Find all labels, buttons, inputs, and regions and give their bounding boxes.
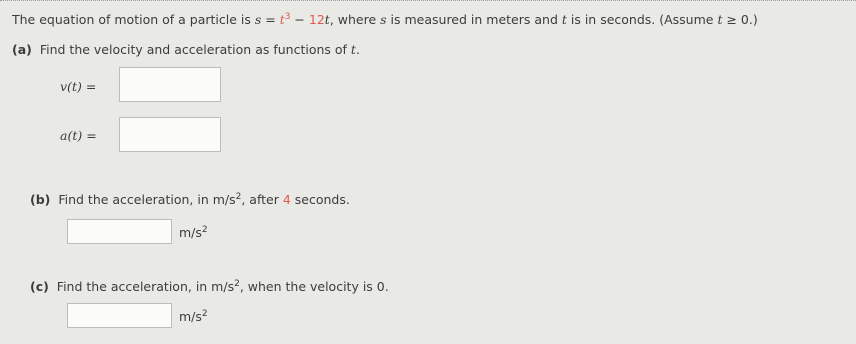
part-b-exp: 2 — [235, 191, 242, 202]
part-b-seconds-value: 4 — [282, 192, 291, 207]
part-c-label: (c) — [30, 279, 49, 294]
acceleration-answer-input[interactable] — [119, 117, 221, 152]
assume-t: t — [717, 12, 723, 27]
part-b-unit-exp: 2 — [201, 224, 208, 235]
part-b-text: Find the acceleration, in m/s — [58, 192, 236, 207]
var-s: s — [380, 12, 387, 27]
intro-middle: is measured in meters and — [386, 12, 562, 27]
part-a-period: . — [355, 42, 360, 57]
part-b-answer-input[interactable] — [67, 219, 172, 244]
part-c-end: , when the velocity is 0. — [239, 279, 389, 294]
v-equals: = — [85, 79, 97, 94]
intro-where: , where — [329, 12, 381, 27]
part-c-unit — [179, 309, 208, 324]
eq-equals: = — [261, 12, 280, 27]
acceleration-label — [60, 128, 97, 143]
velocity-answer-input[interactable] — [119, 67, 221, 102]
eq-coefficient: 12 — [308, 12, 325, 27]
var-t: t — [561, 12, 567, 27]
part-c-prompt — [30, 279, 389, 294]
a-of-t: a(t) — [60, 128, 83, 143]
part-a-var: t — [350, 42, 356, 57]
part-b-after: , after — [241, 192, 283, 207]
part-a-prompt — [12, 42, 360, 57]
eq-t-cubed: t — [279, 12, 285, 27]
problem-statement — [12, 12, 758, 27]
part-c-answer-input[interactable] — [67, 303, 172, 328]
part-a-text: Find the velocity and acceleration as functions of — [39, 42, 351, 57]
part-a-label: (a) — [12, 42, 32, 57]
part-b-prompt — [30, 192, 350, 207]
eq-t: t — [324, 12, 330, 27]
part-c-unit-exp: 2 — [201, 308, 208, 319]
part-b-unit — [179, 225, 208, 240]
part-b-unit-base: m/s — [179, 225, 202, 240]
part-c-unit-base: m/s — [179, 309, 202, 324]
eq-exponent: 3 — [284, 11, 291, 22]
part-c-exp: 2 — [234, 278, 240, 289]
part-b-end: seconds. — [290, 192, 350, 207]
eq-minus: − — [290, 12, 309, 27]
part-c-text: Find the acceleration, in m/s — [56, 279, 235, 294]
assume-rest: ≥ 0.) — [722, 12, 758, 27]
a-equals: = — [86, 128, 97, 143]
top-divider — [0, 0, 856, 2]
v-of-t: v(t) — [60, 79, 82, 94]
intro-text: The equation of motion of a particle is — [12, 12, 255, 27]
eq-s: s — [254, 12, 262, 27]
intro-end: is in seconds. (Assume — [566, 12, 718, 27]
part-b-label: (b) — [30, 192, 51, 207]
velocity-label — [60, 79, 96, 94]
